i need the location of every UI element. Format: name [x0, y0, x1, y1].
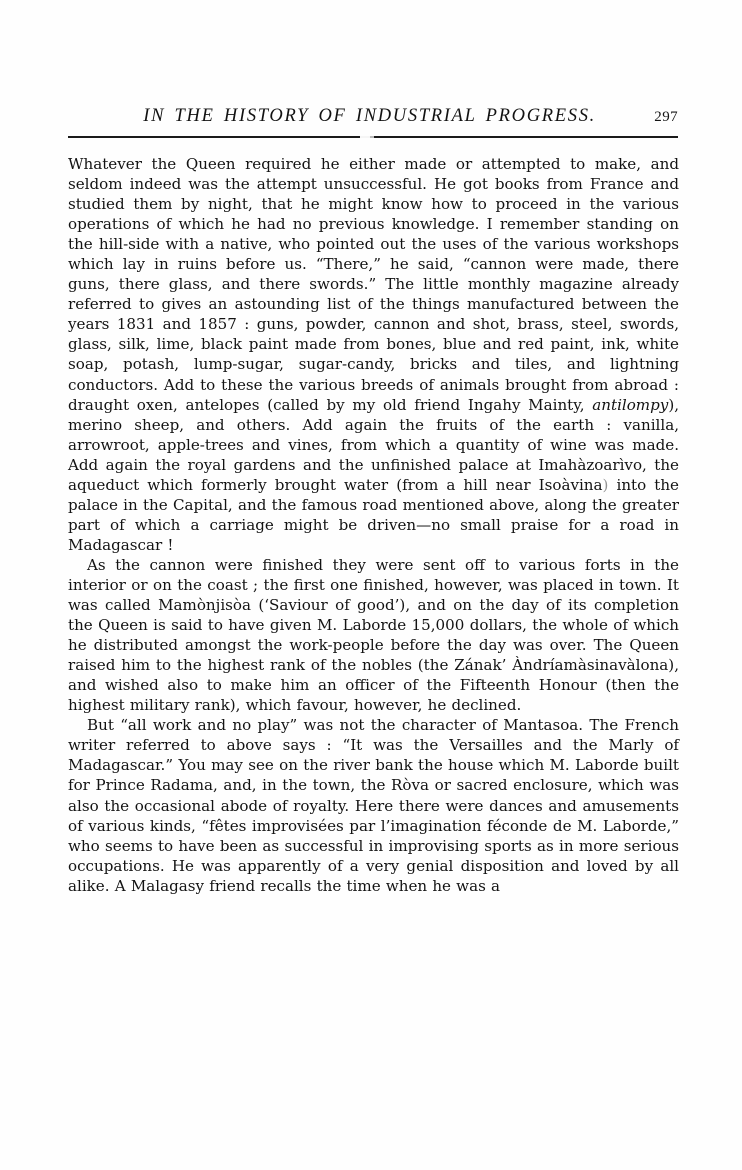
paragraph-1-part-c: into the palace in the Capital, and the famous road mentioned above, along the greater part of which a carriage might be driven—no small praise for a road in Madagascar !: [68, 475, 679, 554]
header-rule-break: [360, 136, 374, 138]
paragraph-1-part-b: ), merino sheep, and others. Add again the fruits of the earth : vanilla, arrowroot, apple-trees and vines, from which a quantity of wine was made. Add again the royal gardens and the unfinished palace at Imahàzoarìvo, the aqueduct which formerly brought water (from a hill near Isoàvina: [68, 395, 679, 494]
paragraph-1-faint-paren: ): [602, 475, 609, 494]
running-head-title: IN THE HISTORY OF INDUSTRIAL PROGRESS.: [143, 106, 596, 126]
paragraph-1: [68, 154, 679, 555]
paragraph-2: As the cannon were finished they were sent off to various forts in the interior or on the coast ; the first one finished, however, was placed in town. It was called Mamònjisòa (‘Saviour of good’), and on the day of its completion the Queen is said to have given M. Laborde 15,000 dollars, the whole of which he distributed amongst the work-people before the day was over. The Queen raised him to the highest rank of the nobles (the Zának’ Àndríamàsinavàlona), and wished also to make him an officer of the Fifteenth Honour (then the highest military rank), which favour, however, he declined.: [68, 555, 679, 715]
running-head: [68, 106, 678, 130]
page-number: 297: [654, 109, 678, 125]
paragraph-1-italic-term: antilompy: [592, 395, 669, 414]
paragraph-3: But “all work and no play” was not the character of Mantasoa. The French writer referred to above says : “It was the Versailles and the Marly of Madagascar.” You may see on the river bank the house which M. Laborde built for Prince Radama, and, in the town, the Ròva or sacred enclosure, which was also the occasional abode of royalty. Here there were dances and amusements of various kinds, “fêtes improvisées par l’imagination féconde de M. Laborde,” who seems to have been as successful in improvising sports as in more serious occupations. He was apparently of a very genial disposition and loved by all alike. A Malagasy friend recalls the time when he was a: [68, 716, 679, 895]
paragraph-1-part-a: Whatever the Queen required he either made or attempted to make, and seldom indeed was the attempt unsuccessful. He got books from France and studied them by night, that he might know how to proceed in the various operations of which he had no previous knowledge. I remember standing on the hill-side with a native, who pointed out the uses of the various workshops which lay in ruins before us. “There,” he said, “cannon were made, there guns, there glass, and there swords.” The little monthly magazine already referred to gives an astounding list of the things manufactured between the years 1831 and 1857 : guns, powder, cannon and shot, brass, steel, swords, glass, silk, lime, black paint made from bones, blue and red paint, ink, white soap, potash, lump-sugar, sugar-candy, bricks and tiles, and lightning conductors. Add to these the various breeds of animals brought from abroad : draught oxen, antelopes (called by my old friend Ingahy Mainty,: [68, 155, 679, 414]
body-text: [68, 154, 679, 896]
